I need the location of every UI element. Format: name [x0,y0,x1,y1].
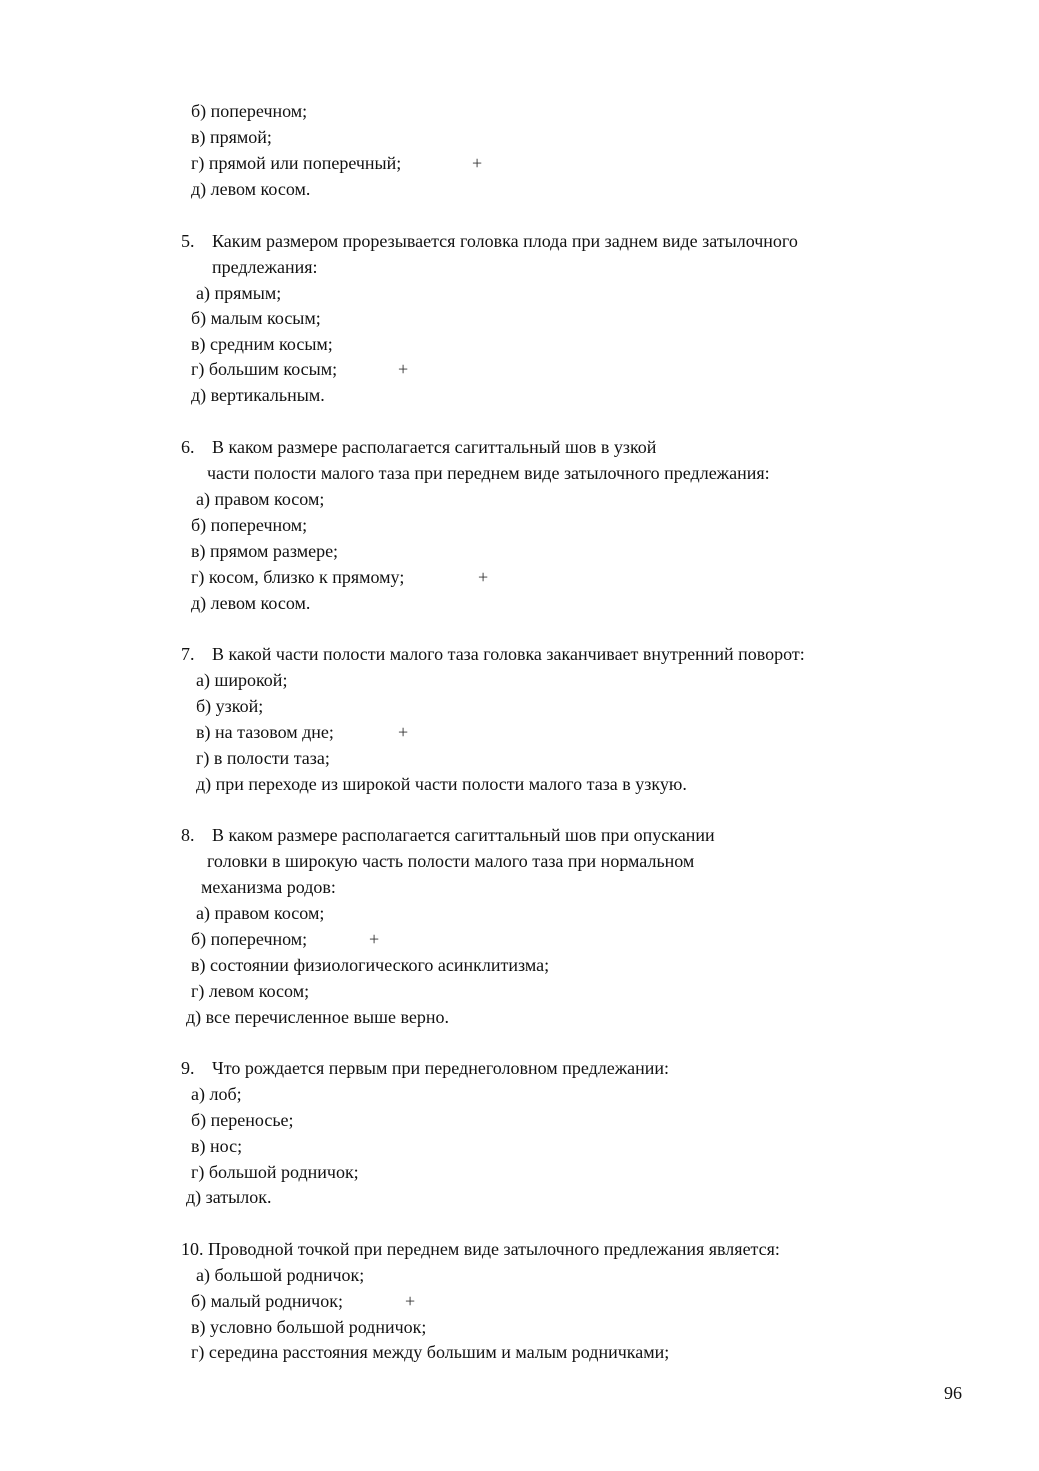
answer-option: д) вертикальным. [191,385,325,405]
question-text: 10. Проводной точкой при переднем виде затылочного предлежания является: [181,1239,780,1259]
answer-option: а) правом косом; [196,489,325,509]
question-number: 8. [181,825,195,845]
answer-option: г) большой родничок; [191,1162,359,1182]
question-number: 6. [181,437,195,457]
answer-option: д) при переходе из широкой части полости малого таза в узкую. [196,774,687,794]
correct-answer-mark: + [369,929,380,949]
question-text: В какой части полости малого таза головка заканчивает внутренний поворот: [212,644,805,664]
answer-option: д) левом косом. [191,179,311,199]
answer-option: а) правом косом; [196,903,325,923]
correct-answer-mark: + [398,359,409,379]
answer-option: в) нос; [191,1136,243,1156]
answer-option: а) лоб; [191,1084,242,1104]
correct-answer-mark: + [405,1291,416,1311]
question-text: части полости малого таза при переднем виде затылочного предлежания: [207,463,770,483]
answer-option: г) большим косым; [191,359,338,379]
answer-option: в) прямом размере; [191,541,339,561]
answer-option: а) прямым; [196,283,282,303]
answer-option: а) большой родничок; [196,1265,365,1285]
question-text: механизма родов: [201,877,336,897]
answer-option: в) на тазовом дне; [196,722,334,742]
answer-option: в) состоянии физиологического асинклитизма; [191,955,550,975]
question-number: 5. [181,231,195,251]
question-text: предлежания: [212,257,318,277]
question-text: Каким размером прорезывается головка плода при заднем виде затылочного [212,231,798,251]
answer-option: б) узкой; [196,696,264,716]
page-number: 96 [944,1383,962,1403]
correct-answer-mark: + [478,567,489,587]
answer-option: г) левом косом; [191,981,310,1001]
answer-option: б) поперечном; [191,515,308,535]
answer-option: в) условно большой родничок; [191,1317,427,1337]
answer-option: г) в полости таза; [196,748,330,768]
answer-option: г) середина расстояния между большим и малым родничками; [191,1342,670,1362]
question-text: головки в широкую часть полости малого таза при нормальном [207,851,695,871]
answer-option: б) поперечном; [191,929,308,949]
answer-option: д) все перечисленное выше верно. [186,1007,449,1027]
answer-option: б) малый родничок; [191,1291,343,1311]
correct-answer-mark: + [472,153,483,173]
question-number: 7. [181,644,195,664]
answer-option: а) широкой; [196,670,288,690]
answer-option: в) средним косым; [191,334,333,354]
question-text: Что рождается первым при переднеголовном предлежании: [212,1058,670,1078]
answer-option: г) косом, близко к прямому; [191,567,405,587]
question-text: В каком размере располагается сагиттальный шов при опускании [212,825,715,845]
correct-answer-mark: + [398,722,409,742]
question-number: 9. [181,1058,195,1078]
answer-option: в) прямой; [191,127,272,147]
answer-option: г) прямой или поперечный; [191,153,402,173]
answer-option: д) затылок. [186,1187,272,1207]
answer-option: б) малым косым; [191,308,321,328]
answer-option: б) переносье; [191,1110,294,1130]
question-text: В каком размере располагается сагиттальный шов в узкой [212,437,657,457]
answer-option: д) левом косом. [191,593,311,613]
answer-option: б) поперечном; [191,101,308,121]
